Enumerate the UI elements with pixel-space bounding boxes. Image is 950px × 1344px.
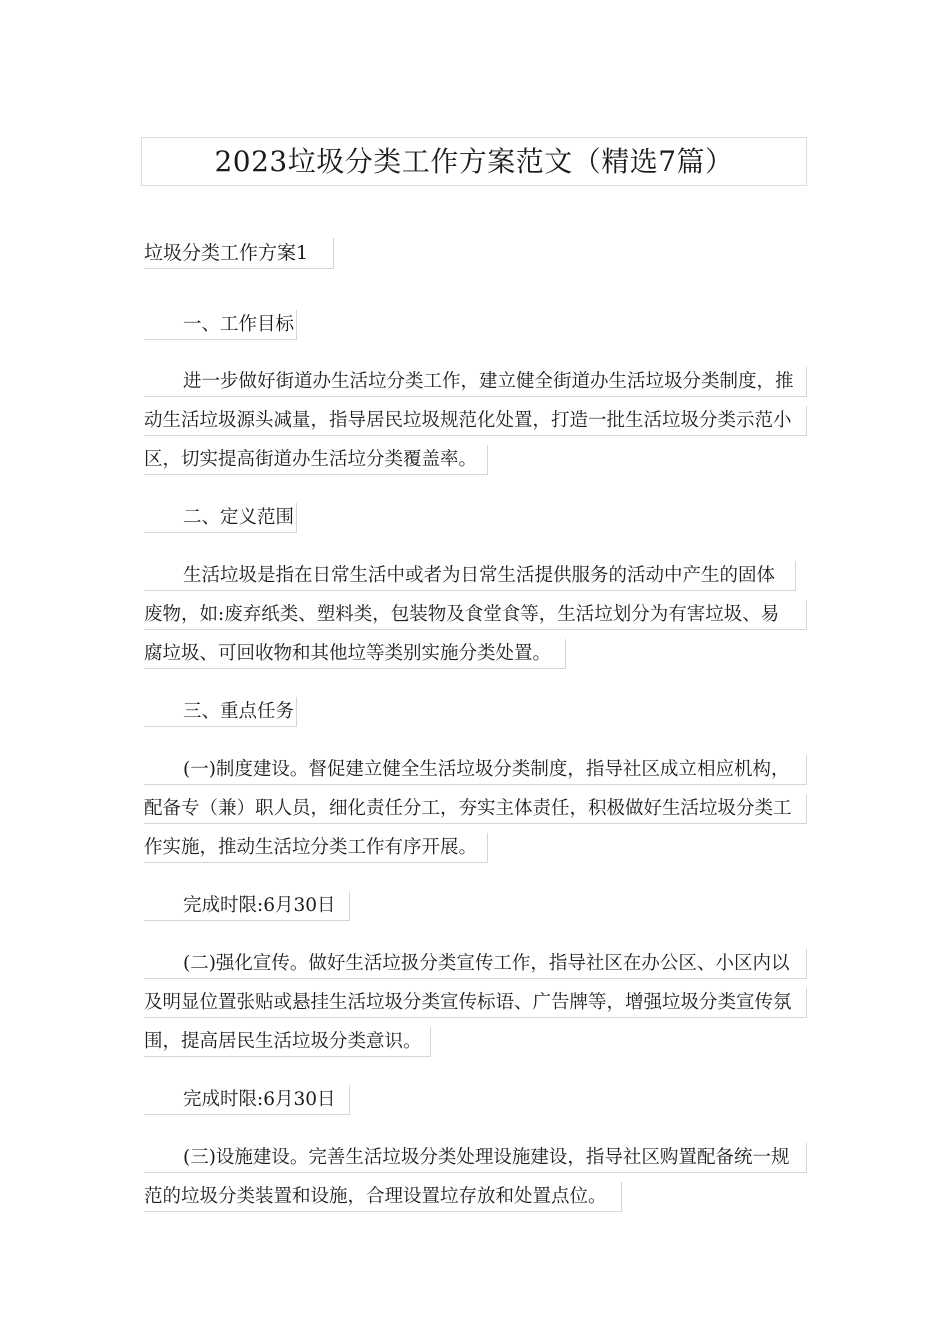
paragraph-line: 动生活垃圾源头减量，指导居民垃圾规范化处置，打造一批生活垃圾分类示范小 bbox=[144, 406, 807, 436]
paragraph-line: (三)设施建设。完善生活垃圾分类处理设施建设，指导社区购置配备统一规 bbox=[144, 1143, 807, 1173]
deadline-2: 完成时限:6月30日 bbox=[144, 1085, 350, 1115]
section-heading-plan-1: 垃圾分类工作方案1 bbox=[144, 238, 334, 269]
paragraph-line: 及明显位置张贴或悬挂生活垃圾分类宣传标语、广告牌等，增强垃圾分类宣传氛 bbox=[144, 988, 807, 1018]
paragraph-line: 进一步做好街道办生活垃分类工作，建立健全街道办生活垃圾分类制度，推 bbox=[144, 367, 807, 397]
heading-definition-scope: 二、定义范围 bbox=[144, 503, 297, 533]
heading-work-goal: 一、工作目标 bbox=[144, 310, 297, 340]
paragraph-line: 作实施，推动生活垃分类工作有序开展。 bbox=[144, 833, 488, 863]
paragraph-line: 生活垃圾是指在日常生活中或者为日常生活提供服务的活动中产生的固体 bbox=[144, 561, 796, 591]
paragraph-line: 范的垃圾分类装置和设施，合理设置垃存放和处置点位。 bbox=[144, 1182, 622, 1212]
deadline-1: 完成时限:6月30日 bbox=[144, 891, 350, 921]
document-title: 2023垃圾分类工作方案范文（精选7篇） bbox=[141, 137, 807, 186]
paragraph-line: (一)制度建设。督促建立健全生活垃圾分类制度，指导社区成立相应机构， bbox=[144, 755, 807, 785]
heading-key-tasks: 三、重点任务 bbox=[144, 697, 297, 727]
paragraph-line: 腐垃圾、可回收物和其他垃等类别实施分类处置。 bbox=[144, 639, 566, 669]
paragraph-line: 围，提高居民生活垃圾分类意识。 bbox=[144, 1027, 431, 1057]
paragraph-line: (二)强化宣传。做好生活垃扱分类宣传工作，指导社区在办公区、小区内以 bbox=[144, 949, 807, 979]
paragraph-line: 区，切实提高街道办生活垃分类覆盖率。 bbox=[144, 445, 488, 475]
paragraph-line: 废物，如:废弃纸类、塑料类，包装物及食堂食等，生活垃划分为有害垃圾、易 bbox=[144, 600, 807, 630]
paragraph-line: 配备专（兼）职人员，细化责任分工，夯实主体责任，积极做好生活垃圾分类工 bbox=[144, 794, 807, 824]
